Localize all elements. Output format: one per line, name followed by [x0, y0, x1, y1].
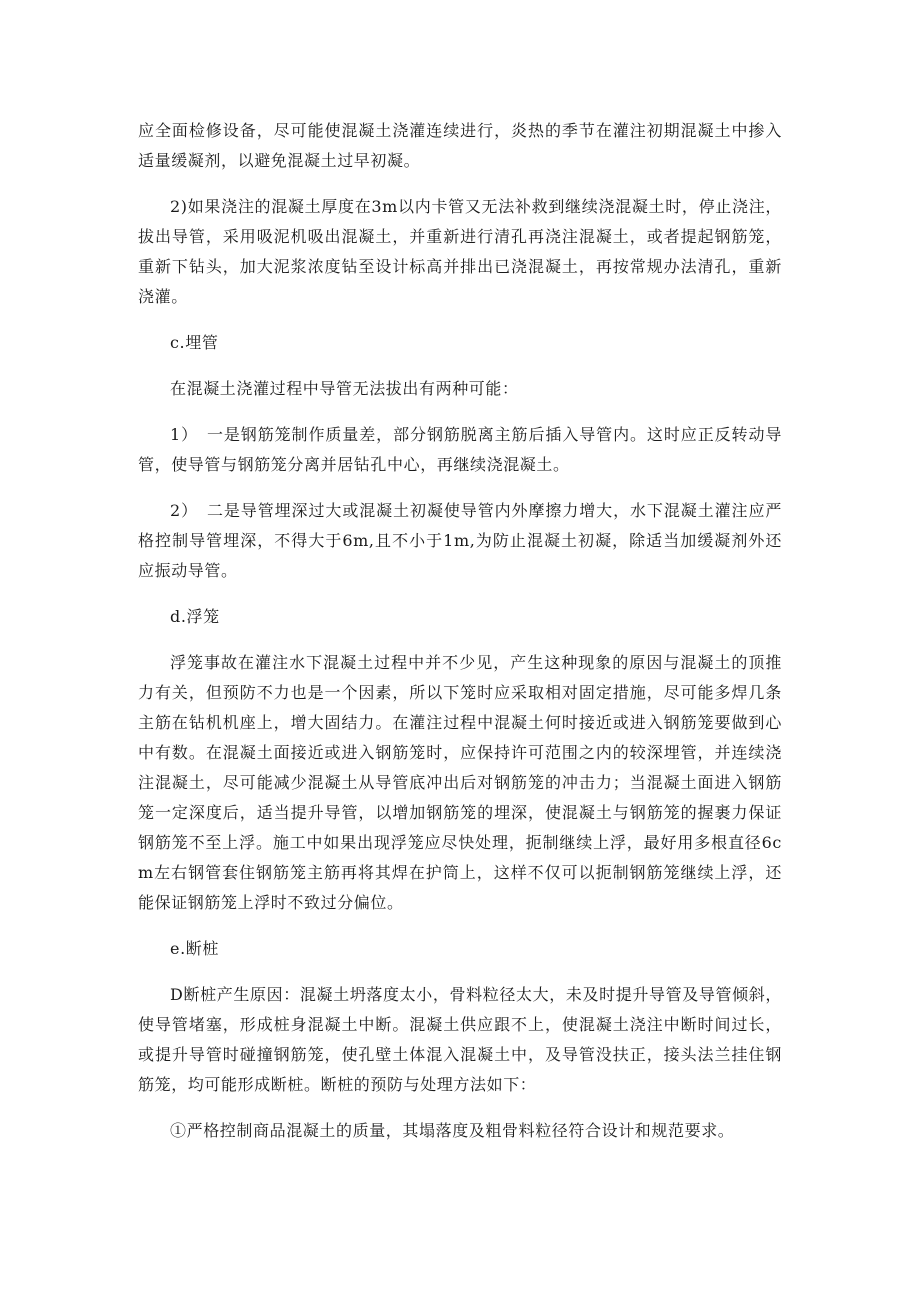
paragraph-e-item-1: ①严格控制商品混凝土的质量，其塌落度及粗骨料粒径符合设计和规范要求。: [170, 1121, 735, 1140]
paragraph-c-item-2: 2） 二是导管埋深过大或混凝土初凝使导管内外摩擦力增大，水下混凝土灌注应严格控制导管埋深，不得大于6m,且不小于1m,为防止混凝土初凝，除适当加缓凝剂外还应振动导管。: [138, 501, 782, 580]
paragraph-item-2: 2)如果浇注的混凝土厚度在3m以内卡管又无法补救到继续浇混凝土时，停止浇注，拔出导管，采用吸泥机吸出混凝土，并重新进行清孔再浇注混凝土，或者提起钢筋笼，重新下钻头，加大泥浆浓度钻至设计标高并排出已浇混凝土，再按常规办法清孔，重新浇灌。: [138, 197, 782, 306]
paragraph-d-body: 浮笼事故在灌注水下混凝土过程中并不少见，产生这种现象的原因与混凝土的顶推力有关，但预防不力也是一个因素，所以下笼时应采取相对固定措施，尽可能多焊几条主筋在钻机机座上，增大固结力。在灌注过程中混凝土何时接近或进入钢筋笼要做到心中有数。在混凝土面接近或进入钢筋笼时，应保持许可范围之内的较深埋管，并连续浇注混凝土，尽可能减少混凝土从导管底冲出后对钢筋笼的冲击力；当混凝土面进入钢筋笼一定深度后，适当提升导管，以增加钢筋笼的埋深，使混凝土与钢筋笼的握裹力保证钢筋笼不至上浮。施工中如果出现浮笼应尽快处理，扼制继续上浮，最好用多根直径6cm左右钢管套住钢筋笼主筋再将其焊在护筒上，这样不仅可以扼制钢筋笼继续上浮，还能保证钢筋笼上浮时不致过分偏位。: [138, 653, 782, 912]
paragraph-intro-c: 在混凝土浇灌过程中导管无法拔出有两种可能：: [170, 379, 519, 398]
paragraph-continuation: 应全面检修设备，尽可能使混凝土浇灌连续进行，炎热的季节在灌注初期混凝土中掺入适量缓凝剂，以避免混凝土过早初凝。: [138, 121, 782, 170]
section-heading-c: c.埋管: [170, 333, 219, 352]
paragraph-e-body: D断桩产生原因：混凝土坍落度太小，骨料粒径太大，未及时提升导管及导管倾斜，使导管堵塞，形成桩身混凝土中断。混凝土供应跟不上，使混凝土浇注中断时间过长，或提升导管时碰撞钢筋笼，使孔壁土体混入混凝土中，及导管没扶正，接头法兰挂住钢筋笼，均可能形成断桩。断桩的预防与处理方法如下：: [138, 985, 782, 1094]
document-body: [138, 116, 782, 1162]
section-heading-d: d.浮笼: [170, 607, 220, 626]
paragraph-c-item-1: 1） 一是钢筋笼制作质量差，部分钢筋脱离主筋后插入导管内。这时应正反转动导管，使导管与钢筋笼分离并居钻孔中心，再继续浇混凝土。: [138, 425, 782, 474]
section-heading-e: e.断桩: [170, 939, 219, 958]
